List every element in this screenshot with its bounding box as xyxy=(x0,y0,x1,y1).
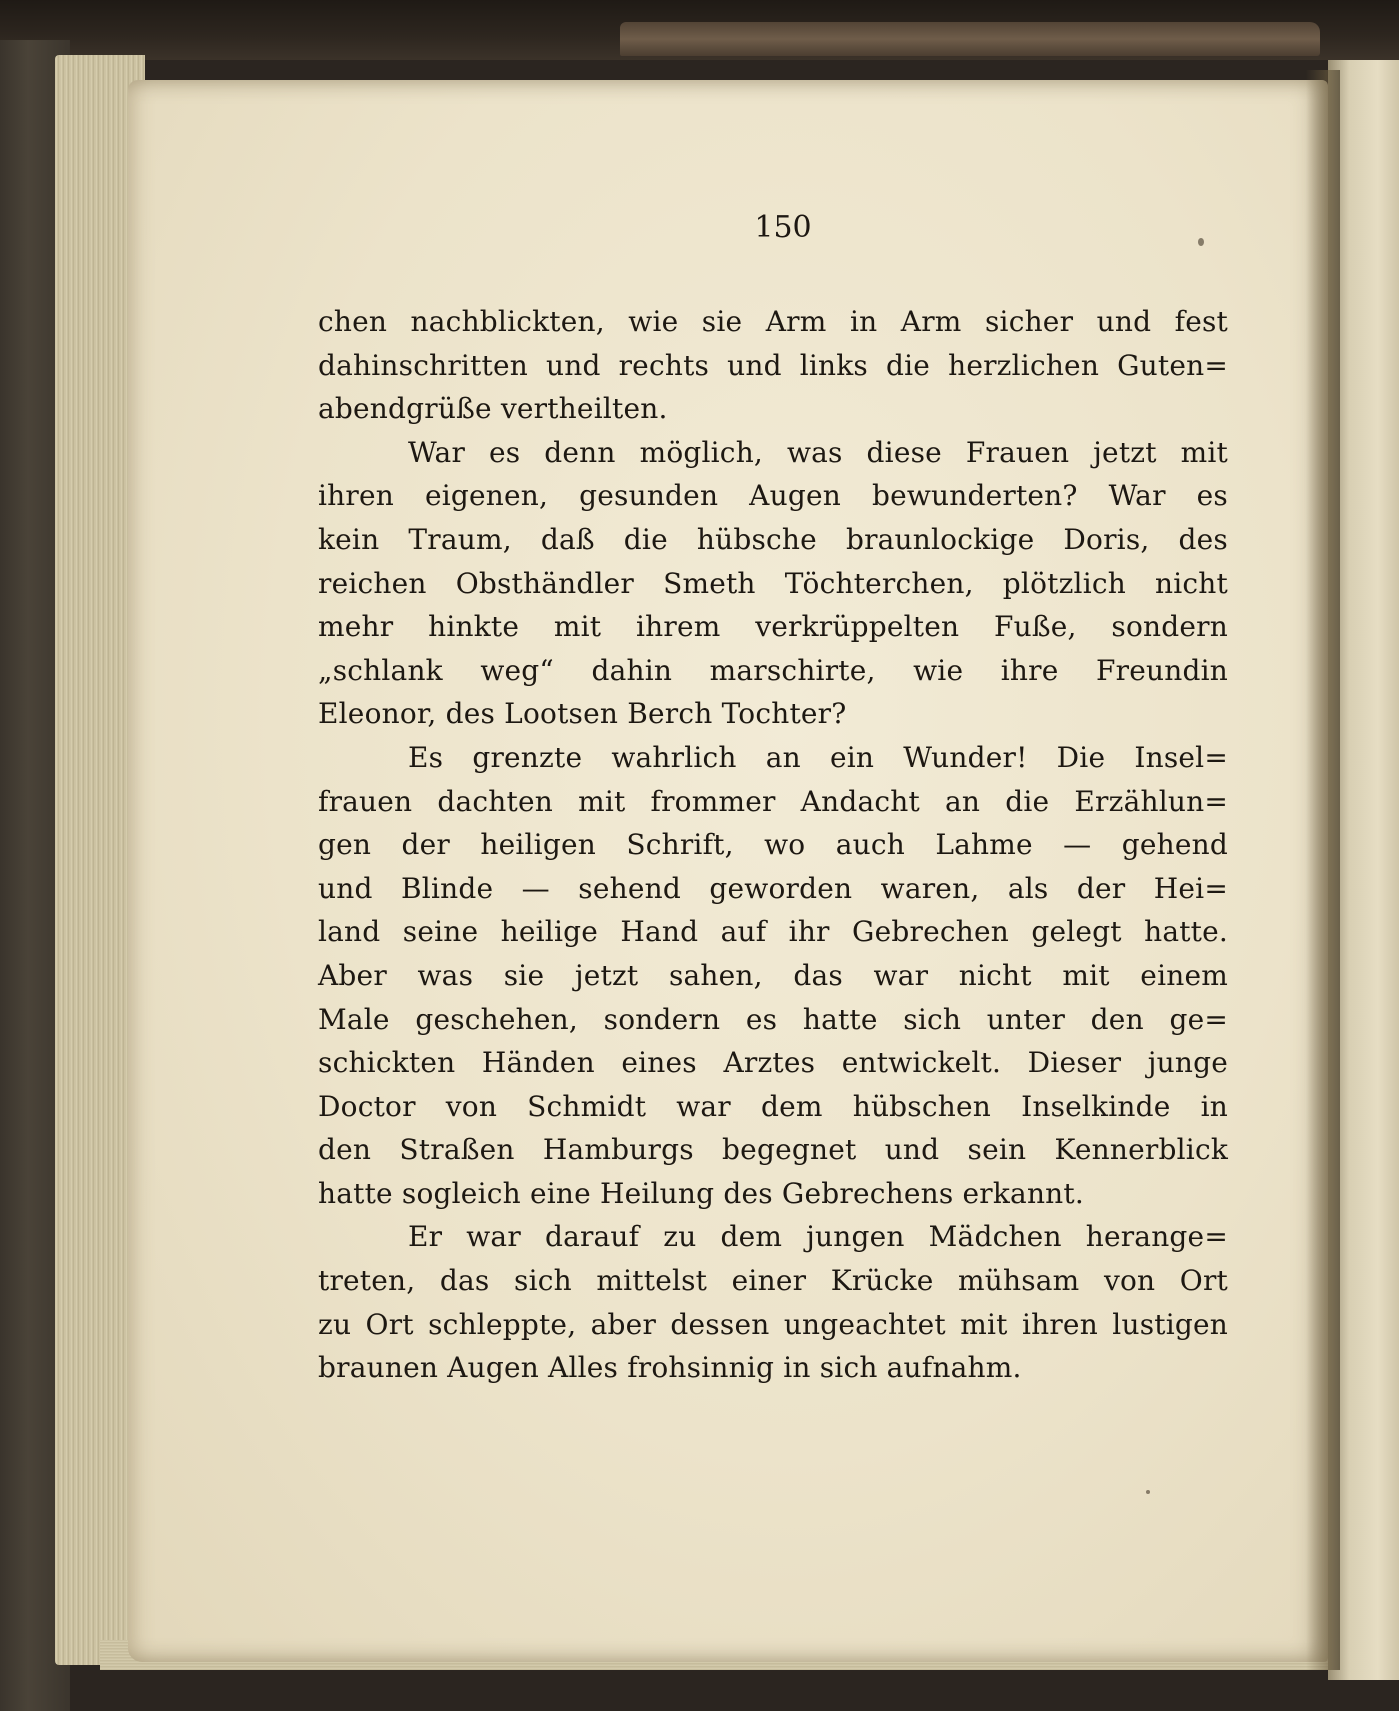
text-line: Er war darauf zu dem jungen Mädchen herange= xyxy=(408,1220,1228,1254)
text-line: gen der heiligen Schrift, wo auch Lahme — gehend xyxy=(318,828,1228,862)
text-line: Doctor von Schmidt war dem hübschen Inselkinde in xyxy=(318,1089,1228,1123)
text-line: schickten Händen eines Arztes entwickelt. Dieser junge xyxy=(318,1046,1228,1080)
page-gutter xyxy=(1306,70,1340,1670)
text-line: zu Ort schleppte, aber dessen ungeachtet mit ihren lustigen xyxy=(318,1307,1228,1341)
text-line: chen nachblickten, wie sie Arm in Arm sicher und fest xyxy=(318,305,1228,338)
text-line: dahinschritten und rechts und links die herzlichen Guten= xyxy=(318,348,1228,382)
text-line: Male geschehen, sondern es hatte sich unter den ge= xyxy=(318,1002,1228,1036)
page-number: 150 xyxy=(754,210,812,245)
text-line: abendgrüße vertheilten. xyxy=(318,392,668,426)
text-line: reichen Obsthändler Smeth Töchterchen, plötzlich nicht xyxy=(318,566,1228,600)
text-line: Eleonor, des Lootsen Berch Tochter? xyxy=(318,697,847,731)
text-line: kein Traum, daß die hübsche braunlockige Doris, des xyxy=(318,522,1228,556)
text-line: mehr hinkte mit ihrem verkrüppelten Fuße, sondern xyxy=(318,610,1228,644)
text-line: frauen dachten mit frommer Andacht an die Erzählun= xyxy=(318,784,1228,818)
text-line: den Straßen Hamburgs begegnet und sein Kennerblick xyxy=(318,1133,1228,1167)
text-line: Aber was sie jetzt sahen, das war nicht mit einem xyxy=(318,958,1228,992)
text-line: land seine heilige Hand auf ihr Gebrechen gelegt hatte. xyxy=(318,915,1228,949)
text-line: Es grenzte wahrlich an ein Wunder! Die Insel= xyxy=(408,740,1228,774)
paper-speck xyxy=(1198,238,1204,246)
text-line: hatte sogleich eine Heilung des Gebrechens erkannt. xyxy=(318,1176,1084,1210)
body-text xyxy=(318,300,1228,1390)
text-line: War es denn möglich, was diese Frauen jetzt mit xyxy=(408,435,1228,469)
text-line: und Blinde — sehend geworden waren, als der Hei= xyxy=(318,871,1228,905)
text-line: braunen Augen Alles frohsinnig in sich aufnahm. xyxy=(318,1351,1022,1385)
paper-speck xyxy=(1146,1490,1150,1494)
text-line: treten, das sich mittelst einer Krücke mühsam von Ort xyxy=(318,1264,1228,1298)
text-line: „schlank weg“ dahin marschirte, wie ihre Freundin xyxy=(318,653,1228,687)
spine-tape xyxy=(620,22,1320,56)
text-line: ihren eigenen, gesunden Augen bewunderten? War es xyxy=(318,479,1228,513)
